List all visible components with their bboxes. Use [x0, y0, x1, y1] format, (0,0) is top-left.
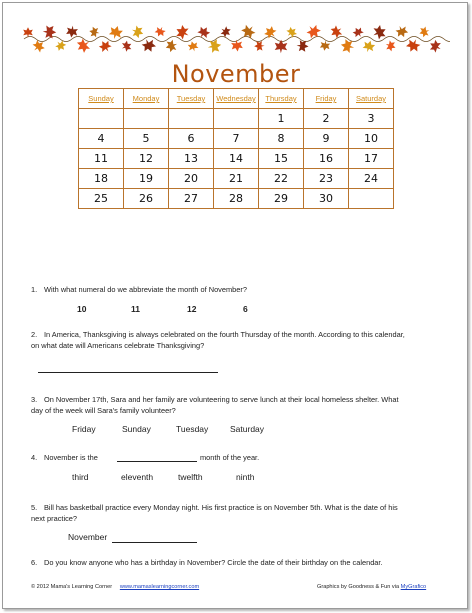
leaf-icon — [394, 24, 409, 39]
leaf-icon — [120, 40, 134, 53]
question-number: 6. — [31, 558, 38, 567]
leaf-icon — [66, 25, 79, 38]
calendar-day-cell: 12 — [124, 149, 169, 169]
answer-option: Friday — [72, 424, 96, 434]
calendar-day-cell: 1 — [259, 109, 304, 129]
calendar-day-cell: 7 — [214, 129, 259, 149]
leaf-icon — [174, 24, 192, 41]
question-number: 2. — [31, 330, 38, 339]
question-4-continuation: month of the year. — [200, 453, 260, 462]
calendar-day-cell: 16 — [304, 149, 349, 169]
calendar-day-cell: 2 — [304, 109, 349, 129]
calendar-day-cell — [124, 109, 169, 129]
question-text: day of the week will Sara's family volunteer? — [31, 406, 176, 415]
calendar-week-row — [79, 189, 394, 209]
calendar-day-cell: 26 — [124, 189, 169, 209]
leaf-icon — [54, 39, 68, 53]
leaf-icon — [196, 24, 212, 40]
mygrafico-link[interactable]: MyGrafico — [400, 584, 427, 590]
question-text: on what date will Americans celebrate Thanksgiving? — [31, 341, 205, 350]
weekday-thursday: Thursday — [259, 89, 304, 109]
calendar-day-cell: 23 — [304, 169, 349, 189]
calendar-day-cell: 4 — [79, 129, 124, 149]
leaf-icon — [164, 39, 179, 53]
answer-option: third — [72, 472, 89, 482]
leaf-icon — [254, 41, 265, 51]
calendar-day-cell: 21 — [214, 169, 259, 189]
calendar-day-cell — [79, 109, 124, 129]
question-2 — [31, 329, 405, 351]
calendar-day-cell: 28 — [214, 189, 259, 209]
calendar-day-cell: 3 — [349, 109, 394, 129]
answer-option: 6 — [243, 304, 248, 314]
leaf-icon — [88, 26, 100, 38]
answer-option: Tuesday — [176, 424, 209, 434]
question-number: 3. — [31, 395, 38, 404]
calendar-day-cell: 24 — [349, 169, 394, 189]
calendar-day-cell: 15 — [259, 149, 304, 169]
weekday-sunday: Sunday — [79, 89, 124, 109]
leaf-icon — [187, 40, 199, 53]
answer-line — [38, 372, 218, 373]
calendar-day-cell: 19 — [124, 169, 169, 189]
question-number: 5. — [31, 503, 38, 512]
calendar-grid — [78, 88, 394, 209]
calendar-day-cell: 11 — [79, 149, 124, 169]
leaf-icon — [23, 27, 33, 37]
footer-credits — [317, 584, 426, 590]
question-text: With what numeral do we abbreviate the month of November? — [44, 285, 247, 294]
weekday-tuesday: Tuesday — [169, 89, 214, 109]
answer-line — [112, 542, 197, 543]
calendar-day-cell — [169, 109, 214, 129]
leaf-icon — [384, 40, 397, 53]
question-text: Do you know anyone who has a birthday in November? Circle the date of their birthday on the calendar. — [44, 558, 383, 567]
answer-option: Sunday — [122, 424, 151, 434]
footer-copyright — [31, 584, 199, 590]
calendar-day-cell — [349, 189, 394, 209]
leaf-icon — [207, 39, 223, 54]
calendar-day-cell: 17 — [349, 149, 394, 169]
leaf-icon — [74, 37, 92, 55]
month-title: November — [171, 60, 301, 88]
question-number: 4. — [31, 453, 38, 462]
leaf-icon — [130, 25, 145, 39]
calendar-day-cell: 14 — [214, 149, 259, 169]
leaf-icon — [328, 24, 344, 40]
question-5 — [31, 502, 398, 524]
calendar-day-cell: 30 — [304, 189, 349, 209]
question-text: On November 17th, Sara and her family are volunteering to serve lunch at their local homeless shelter. What — [44, 395, 399, 404]
calendar-day-cell: 10 — [349, 129, 394, 149]
calendar-day-cell: 20 — [169, 169, 214, 189]
leaf-icon — [418, 26, 431, 38]
answer-option: eleventh — [121, 472, 154, 482]
calendar-week-row — [79, 149, 394, 169]
question-6 — [31, 557, 383, 568]
website-link[interactable]: www.mamaslearningcorner.com — [119, 584, 200, 590]
calendar-day-cell: 9 — [304, 129, 349, 149]
answer-label: November — [68, 532, 108, 542]
answer-option: Saturday — [230, 424, 265, 434]
question-text: next practice? — [31, 514, 78, 523]
calendar-week-row — [79, 129, 394, 149]
calendar-week-row — [79, 109, 394, 129]
leaf-icon — [154, 25, 167, 38]
answer-option: twelfth — [178, 472, 203, 482]
copyright-text: © 2012 Mama's Learning Corner — [31, 584, 113, 590]
calendar-day-cell: 5 — [124, 129, 169, 149]
leaf-icon — [275, 40, 288, 54]
calendar-day-cell — [214, 109, 259, 129]
answer-option: ninth — [236, 472, 255, 482]
leaf-icon — [340, 39, 356, 54]
calendar-day-cell: 29 — [259, 189, 304, 209]
weekday-monday: Monday — [124, 89, 169, 109]
question-text: In America, Thanksgiving is always celebrated on the fourth Thursday of the month. According to this calendar, — [44, 330, 405, 339]
calendar-day-cell: 25 — [79, 189, 124, 209]
calendar-week-row — [79, 169, 394, 189]
answer-option: 10 — [77, 304, 87, 314]
calendar-day-cell: 22 — [259, 169, 304, 189]
calendar-day-cell: 27 — [169, 189, 214, 209]
question-text: November is the — [44, 453, 98, 462]
answer-option: 12 — [187, 304, 197, 314]
weekday-wednesday: Wednesday — [214, 89, 259, 109]
autumn-leaf-garland — [22, 22, 450, 56]
question-1 — [31, 284, 247, 295]
weekday-header-row — [79, 89, 394, 109]
credits-text: Graphics by Goodness & Fun via — [317, 584, 400, 590]
leaf-icon — [362, 39, 376, 54]
fill-in-blank-line — [117, 461, 197, 462]
question-number: 1. — [31, 285, 38, 294]
calendar-day-cell: 6 — [169, 129, 214, 149]
weekday-saturday: Saturday — [349, 89, 394, 109]
calendar-day-cell: 18 — [79, 169, 124, 189]
question-3 — [31, 394, 399, 416]
question-4 — [31, 452, 98, 463]
question-text: Bill has basketball practice every Monday night. His first practice is on November 5th. What is the date of his — [44, 503, 398, 512]
calendar-day-cell: 13 — [169, 149, 214, 169]
calendar-day-cell: 8 — [259, 129, 304, 149]
weekday-friday: Friday — [304, 89, 349, 109]
answer-option: 11 — [131, 304, 140, 314]
